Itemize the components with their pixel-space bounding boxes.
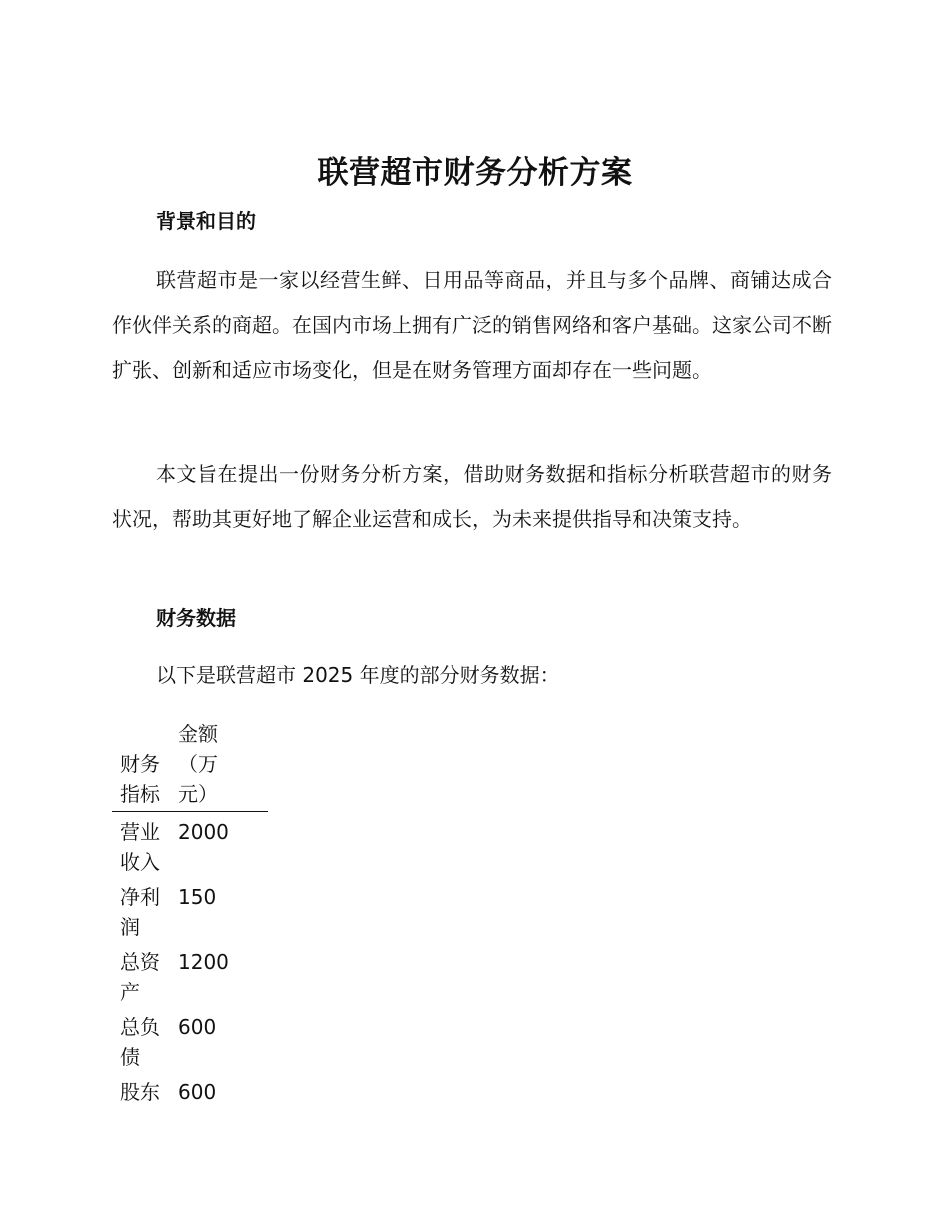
table-cell-indicator: 股东 [120,1080,160,1104]
table-cell-amount: 150 [178,885,217,909]
table-row [112,812,268,883]
table-cell-amount: 2000 [178,820,229,844]
table-cell-indicator: 营业收入 [120,820,160,874]
table-row [112,947,268,1012]
financial-data-intro: 以下是联营超市 2025 年度的部分财务数据： [156,663,560,687]
paragraph-background-2: 本文旨在提出一份财务分析方案，借助财务数据和指标分析联营超市的财务状况，帮助其更好地了解企业运营和成长，为未来提供指导和决策支持。 [112,462,832,531]
table-cell-indicator: 总资产 [120,950,160,1004]
table-cell-indicator: 净利润 [120,885,160,939]
table-header-row [112,719,268,812]
table-header-indicator: 财务指标 [112,719,178,812]
table-header-amount: 金额（万元） [178,719,268,812]
section-heading-financial-data: 财务数据 [156,606,236,630]
table-row [112,882,268,947]
table-row [112,1012,268,1077]
financial-data-table [112,719,268,1112]
document-title: 联营超市财务分析方案 [317,155,633,191]
table-row [112,1077,268,1112]
table-cell-amount: 600 [178,1015,217,1039]
table-cell-indicator: 总负债 [120,1015,160,1069]
table-cell-amount: 1200 [178,950,229,974]
table-cell-amount: 600 [178,1080,217,1104]
paragraph-background-1: 联营超市是一家以经营生鲜、日用品等商品，并且与多个品牌、商铺达成合作伙伴关系的商超。在国内市场上拥有广泛的销售网络和客户基础。这家公司不断扩张、创新和适应市场变化，但是在财务管理方面却存在一些问题。 [112,268,832,382]
section-heading-background: 背景和目的 [156,209,256,233]
